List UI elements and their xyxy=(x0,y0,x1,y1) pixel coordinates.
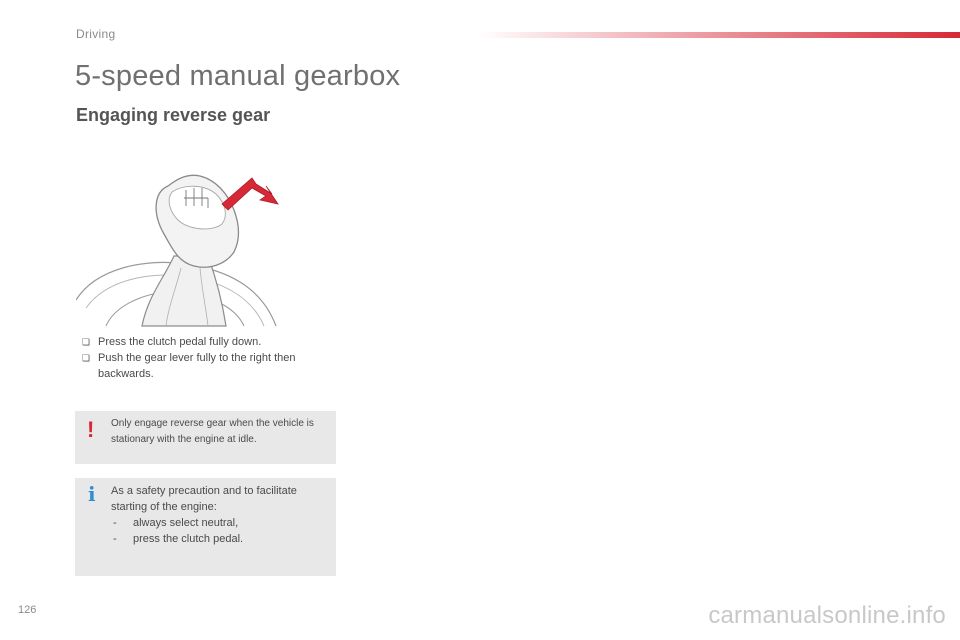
info-intro: As a safety precaution and to facilitate starting of the engine: xyxy=(111,485,297,513)
info-note xyxy=(75,478,336,576)
header-accent-bar xyxy=(478,32,960,38)
checkbox-bullet-icon: ❏ xyxy=(82,353,91,363)
info-text xyxy=(111,483,330,547)
page-number: 126 xyxy=(18,604,37,616)
info-list xyxy=(111,515,330,547)
warning-icon: ! xyxy=(87,417,95,442)
page-title: 5-speed manual gearbox xyxy=(75,60,401,92)
list-item xyxy=(76,334,346,350)
warning-text: Only engage reverse gear when the vehicle is stationary with the engine at idle. xyxy=(111,418,314,445)
checkbox-bullet-icon: ❏ xyxy=(82,337,91,347)
step-text: Press the clutch pedal fully down. xyxy=(98,336,262,348)
warning-note xyxy=(75,411,336,464)
info-icon: i xyxy=(88,482,96,506)
list-item: - always select neutral, xyxy=(113,517,239,529)
step-text: Push the gear lever fully to the right then backwards. xyxy=(98,352,296,380)
instruction-list xyxy=(76,334,346,382)
list-item: - press the clutch pedal. xyxy=(113,533,244,545)
gear-lever-illustration xyxy=(76,168,286,328)
list-item xyxy=(76,350,346,382)
section-label: Driving xyxy=(76,27,116,41)
watermark: carmanualsonline.info xyxy=(708,602,946,629)
section-heading: Engaging reverse gear xyxy=(76,105,271,125)
